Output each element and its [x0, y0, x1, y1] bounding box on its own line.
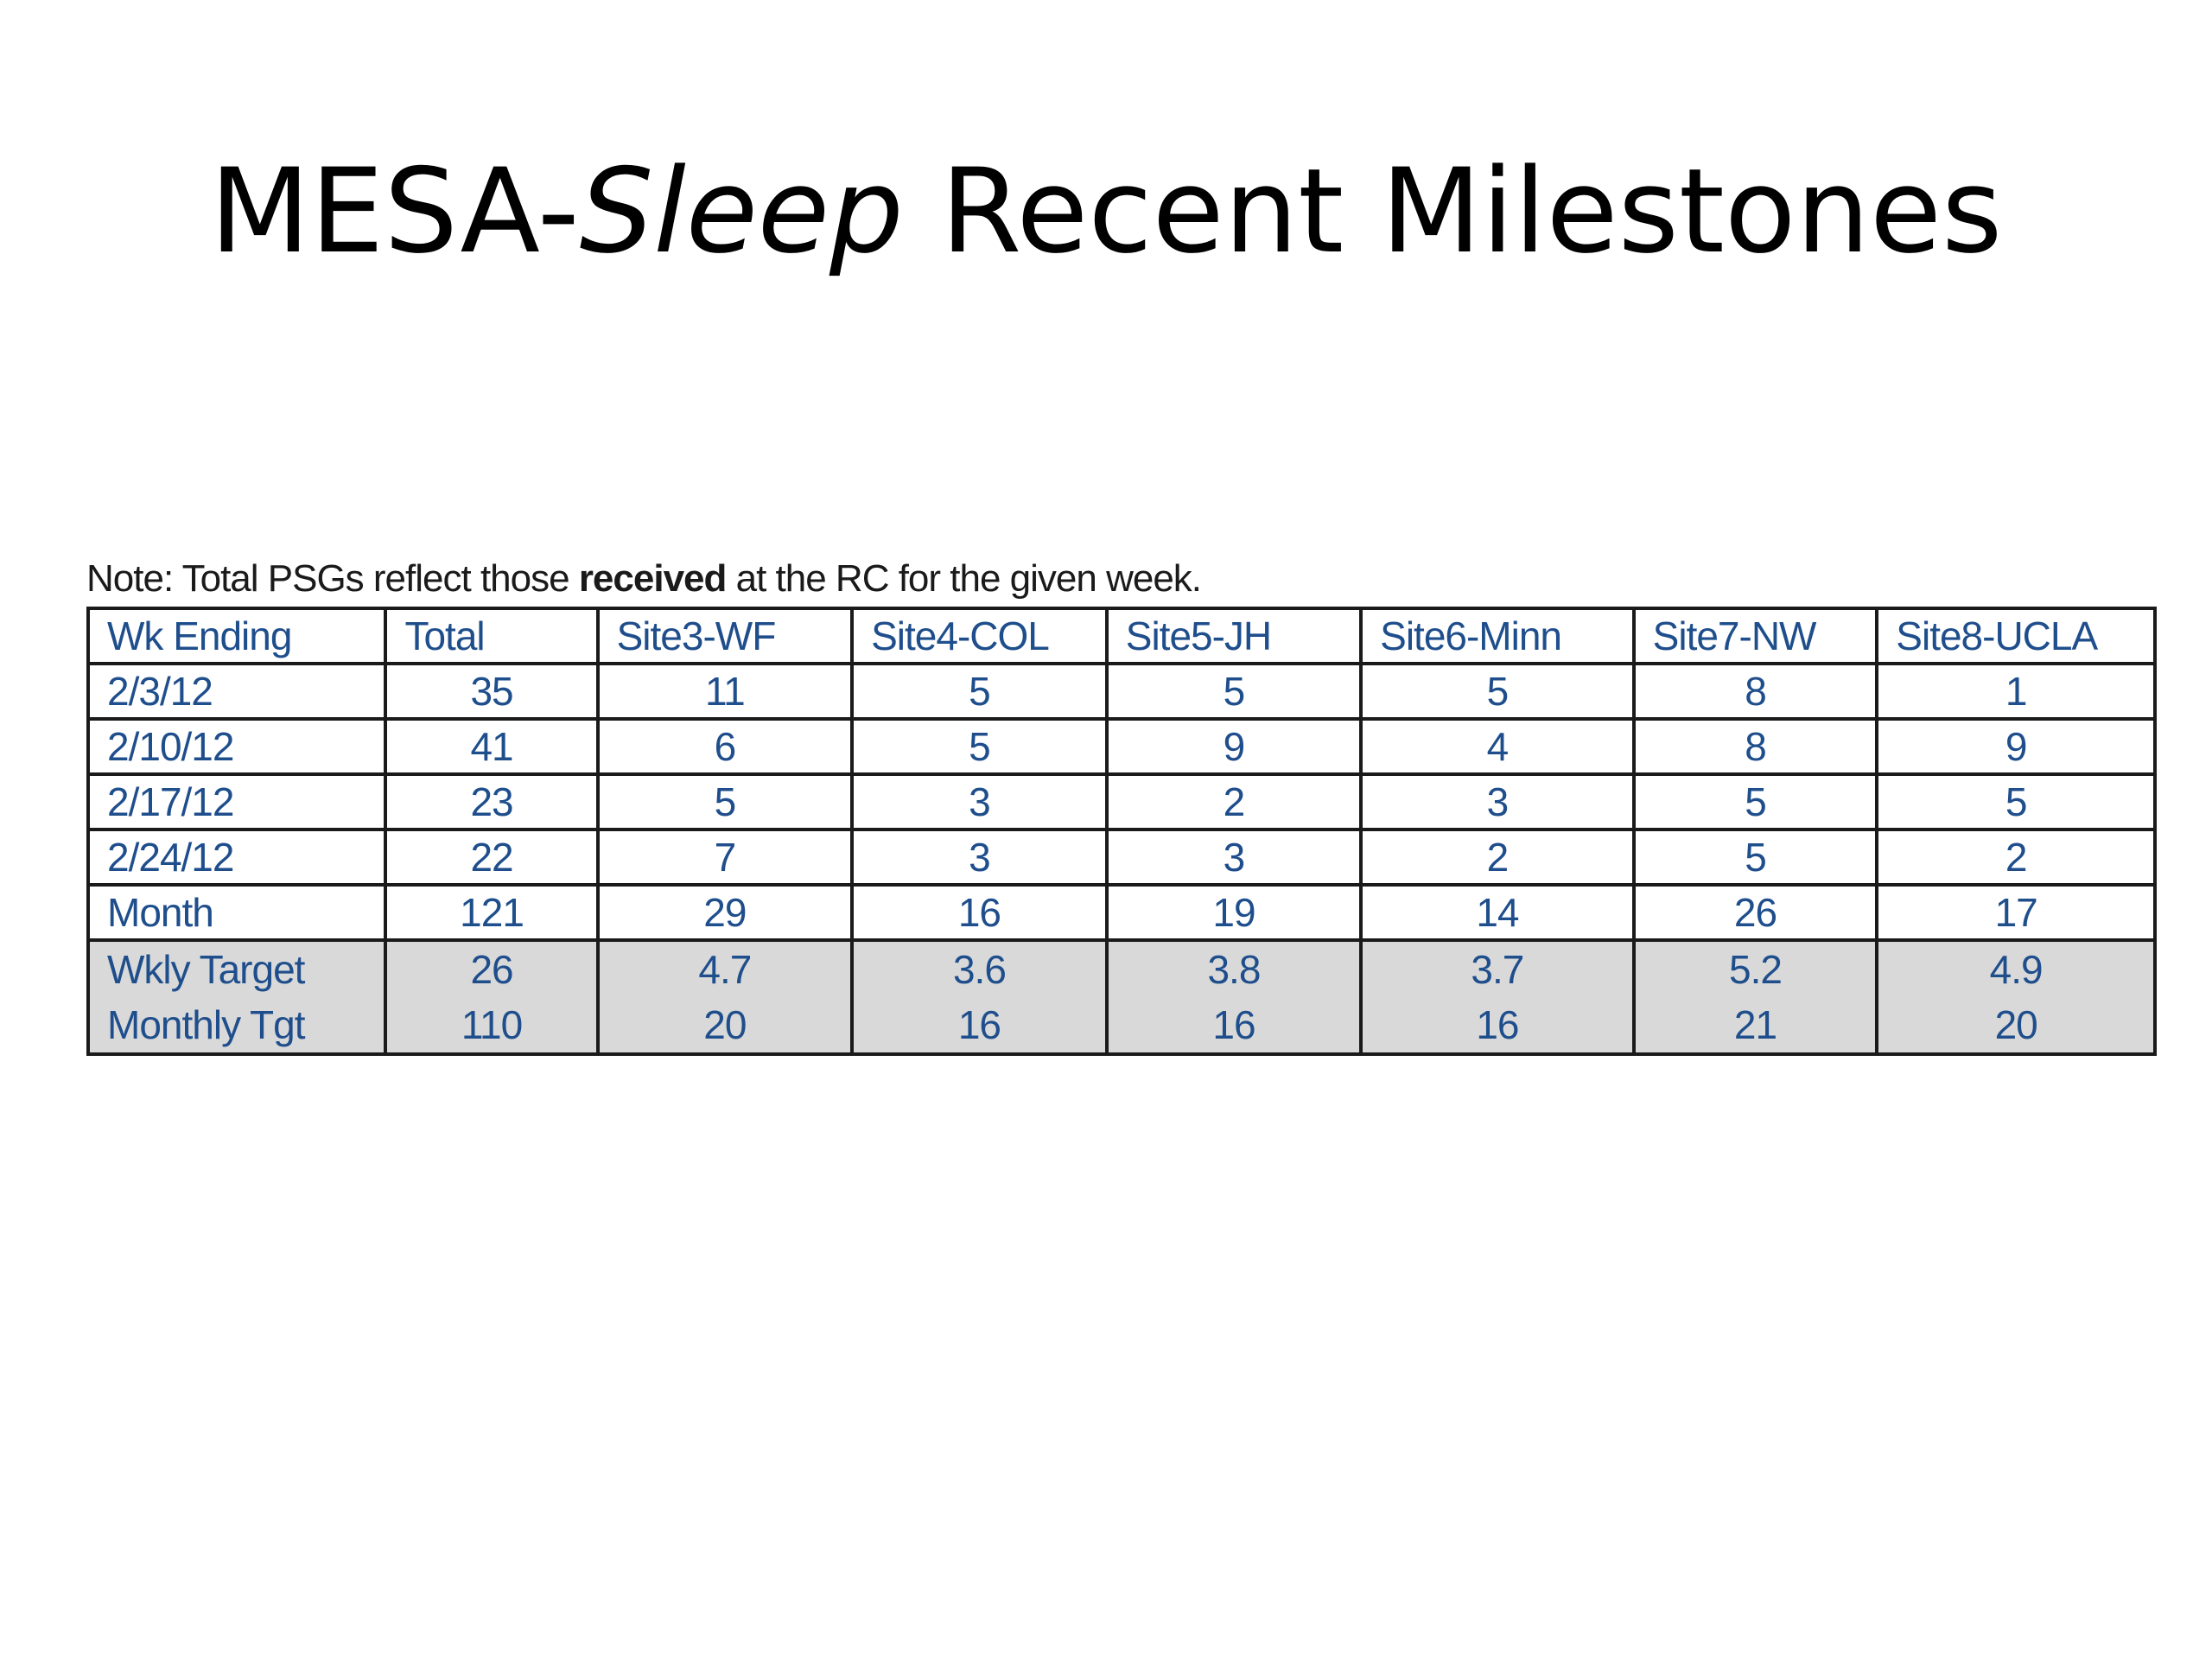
cell-site7-nw: 8: [1634, 719, 1878, 774]
cell-site7-nw: 26: [1634, 885, 1878, 940]
cell-site6-minn-target: [1361, 940, 1634, 1054]
month-row: [88, 885, 2155, 940]
cell-site7-nw: 8: [1634, 664, 1878, 719]
monthly-target-value: 16: [957, 1002, 1001, 1047]
header-site4-col: Site4-COL: [852, 608, 1107, 664]
cell-site5-jh-target: [1107, 940, 1361, 1054]
cell-site6-minn: 14: [1361, 885, 1634, 940]
cell-site5-jh: 2: [1107, 774, 1361, 830]
weekly-target-value: 3.7: [1471, 947, 1524, 992]
monthly-target-value: 16: [1212, 1002, 1255, 1047]
cell-site5-jh: 19: [1107, 885, 1361, 940]
cell-site4-col: 3: [852, 774, 1107, 830]
cell-site3-wf-target: [598, 940, 852, 1054]
cell-site5-jh: 3: [1107, 830, 1361, 885]
table-row: [88, 830, 2155, 885]
monthly-target-value: 21: [1733, 1002, 1777, 1047]
cell-site5-jh: 5: [1107, 664, 1361, 719]
cell-site3-wf: 5: [598, 774, 852, 830]
cell-month-label: Month: [88, 885, 385, 940]
cell-total: 121: [385, 885, 597, 940]
monthly-target-value: 20: [1994, 1002, 2037, 1047]
cell-site8-ucla: 1: [1877, 664, 2155, 719]
slide-title: [0, 138, 2212, 285]
table-note: [86, 553, 1201, 605]
cell-site4-col: 3: [852, 830, 1107, 885]
header-site5-jh: Site5-JH: [1107, 608, 1361, 664]
title-part-2: Recent Milestones: [903, 143, 2003, 279]
cell-site6-minn: 5: [1361, 664, 1634, 719]
header-total: Total: [385, 608, 597, 664]
header-site6-minn: Site6-Minn: [1361, 608, 1634, 664]
weekly-target-value: 3.6: [952, 947, 1006, 992]
note-emphasis: received: [578, 557, 727, 600]
monthly-target-value: 110: [461, 1002, 523, 1047]
cell-week: 2/17/12: [88, 774, 385, 830]
table-row: [88, 664, 2155, 719]
cell-site8-ucla: 2: [1877, 830, 2155, 885]
weekly-target-value: 4.9: [1989, 947, 2043, 992]
cell-site4-col: 16: [852, 885, 1107, 940]
weekly-target-label: Wkly Target: [107, 947, 305, 992]
cell-site3-wf: 11: [598, 664, 852, 719]
cell-site3-wf: 7: [598, 830, 852, 885]
title-italic: Sleep: [579, 143, 904, 279]
weekly-target-value: 26: [470, 947, 513, 992]
cell-site5-jh: 9: [1107, 719, 1361, 774]
weekly-target-value: 5.2: [1729, 947, 1782, 992]
cell-site8-ucla: 9: [1877, 719, 2155, 774]
note-prefix: Note: Total PSGs reflect those: [86, 557, 579, 600]
cell-week: 2/10/12: [88, 719, 385, 774]
cell-site7-nw: 5: [1634, 830, 1878, 885]
header-site7-nw: Site7-NW: [1634, 608, 1878, 664]
cell-site7-nw-target: [1634, 940, 1878, 1054]
cell-total: 41: [385, 719, 597, 774]
cell-site3-wf: 6: [598, 719, 852, 774]
cell-week: 2/24/12: [88, 830, 385, 885]
title-part-1: MESA-: [209, 143, 580, 279]
monthly-target-value: 16: [1476, 1002, 1519, 1047]
cell-site4-col: 5: [852, 664, 1107, 719]
cell-site6-minn: 4: [1361, 719, 1634, 774]
cell-site4-col-target: [852, 940, 1107, 1054]
milestones-table: [86, 607, 2157, 1056]
cell-target-label: [88, 940, 385, 1054]
cell-site7-nw: 5: [1634, 774, 1878, 830]
weekly-target-value: 4.7: [698, 947, 752, 992]
target-row: [88, 940, 2155, 1054]
table-row: [88, 719, 2155, 774]
cell-total-target: [385, 940, 597, 1054]
header-row: [88, 608, 2155, 664]
monthly-target-value: 20: [703, 1002, 747, 1047]
cell-site6-minn: 2: [1361, 830, 1634, 885]
header-wk-ending: Wk Ending: [88, 608, 385, 664]
cell-site8-ucla-target: [1877, 940, 2155, 1054]
header-site3-wf: Site3-WF: [598, 608, 852, 664]
cell-site8-ucla: 17: [1877, 885, 2155, 940]
cell-total: 22: [385, 830, 597, 885]
cell-total: 23: [385, 774, 597, 830]
cell-site8-ucla: 5: [1877, 774, 2155, 830]
header-site8-ucla: Site8-UCLA: [1877, 608, 2155, 664]
cell-site3-wf: 29: [598, 885, 852, 940]
note-suffix: at the RC for the given week.: [726, 557, 1202, 600]
weekly-target-value: 3.8: [1207, 947, 1261, 992]
cell-week: 2/3/12: [88, 664, 385, 719]
cell-total: 35: [385, 664, 597, 719]
table-row: [88, 774, 2155, 830]
cell-site6-minn: 3: [1361, 774, 1634, 830]
cell-site4-col: 5: [852, 719, 1107, 774]
monthly-target-label: Monthly Tgt: [107, 1002, 305, 1047]
